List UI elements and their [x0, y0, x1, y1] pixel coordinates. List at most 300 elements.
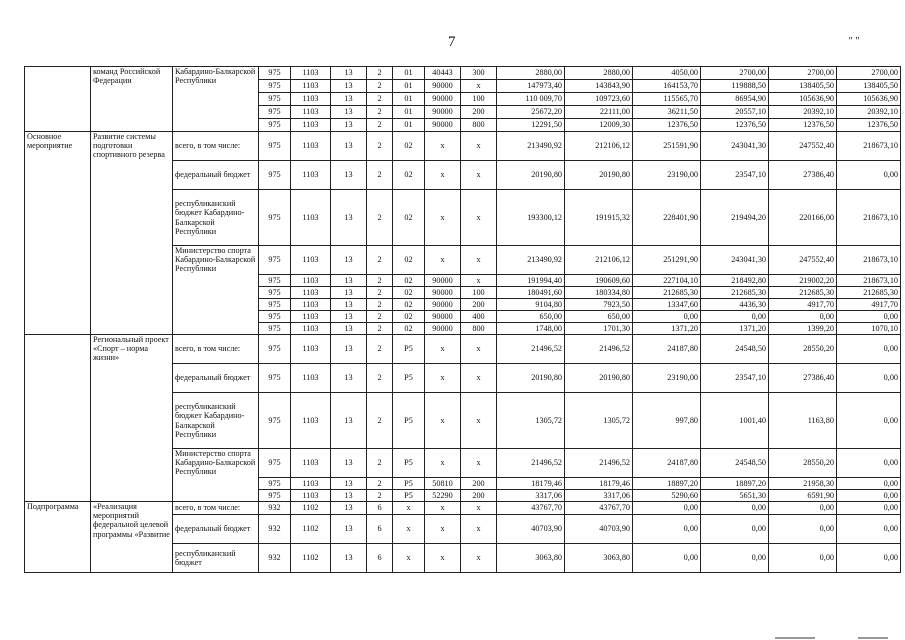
code-cell: 975 — [259, 335, 291, 364]
code-cell: 1103 — [291, 132, 331, 161]
amount-cell: 2880,00 — [497, 67, 565, 80]
amount-cell: 0,00 — [837, 502, 901, 515]
code-cell: 975 — [259, 246, 291, 275]
subprogram-desc: «Реализация мероприятий федеральной целевой программы «Развитие — [91, 502, 173, 573]
amount-cell: 228401,90 — [633, 190, 701, 246]
code-cell: 13 — [331, 515, 367, 544]
amount-cell: 4050,00 — [633, 67, 701, 80]
amount-cell: 36211,50 — [633, 106, 701, 119]
code-cell: 2 — [367, 299, 393, 311]
code-cell: x — [393, 515, 425, 544]
amount-cell: 1070,10 — [837, 323, 901, 335]
regional-project-desc: Региональный проект «Спорт – норма жизни» — [91, 335, 173, 502]
code-cell: 100 — [461, 287, 497, 299]
code-cell: 1103 — [291, 287, 331, 299]
source-federal: федеральный бюджет — [173, 364, 259, 393]
main-event-desc: Развитие системы подготовки спортивного резерва — [91, 132, 173, 335]
amount-cell: 247552,40 — [769, 246, 837, 275]
amount-cell: 0,00 — [837, 364, 901, 393]
regional-col1-empty — [25, 335, 91, 502]
amount-cell: 0,00 — [837, 515, 901, 544]
amount-cell: 213490,92 — [497, 246, 565, 275]
amount-cell: 20392,10 — [769, 106, 837, 119]
code-cell: 13 — [331, 449, 367, 478]
amount-cell: 147973,40 — [497, 80, 565, 93]
table-row — [25, 132, 901, 161]
code-cell: 1103 — [291, 311, 331, 323]
code-cell: 02 — [393, 246, 425, 275]
code-cell: 2 — [367, 393, 393, 449]
code-cell: 6 — [367, 515, 393, 544]
amount-cell: 0,00 — [837, 449, 901, 478]
amount-cell: 650,00 — [497, 311, 565, 323]
amount-cell: 218492,80 — [701, 275, 769, 287]
amount-cell: 251591,90 — [633, 132, 701, 161]
amount-cell: 251291,90 — [633, 246, 701, 275]
main-col1-top — [25, 67, 91, 132]
code-cell: 1103 — [291, 246, 331, 275]
amount-cell: 0,00 — [701, 311, 769, 323]
code-cell: 975 — [259, 80, 291, 93]
amount-cell: 218673,10 — [837, 190, 901, 246]
code-cell: 975 — [259, 161, 291, 190]
code-cell: 01 — [393, 67, 425, 80]
amount-cell: 191994,40 — [497, 275, 565, 287]
amount-cell: 0,00 — [633, 515, 701, 544]
amount-cell: 5651,30 — [701, 490, 769, 502]
source-total: всего, в том числе: — [173, 502, 259, 515]
code-cell: 6 — [367, 502, 393, 515]
code-cell: 02 — [393, 287, 425, 299]
code-cell: 1103 — [291, 364, 331, 393]
amount-cell: 0,00 — [633, 502, 701, 515]
code-cell: 2 — [367, 246, 393, 275]
amount-cell: 28550,20 — [769, 449, 837, 478]
amount-cell: 243041,30 — [701, 132, 769, 161]
amount-cell: 21496,52 — [565, 335, 633, 364]
code-cell: x — [461, 364, 497, 393]
amount-cell: 23190,00 — [633, 364, 701, 393]
code-cell: 975 — [259, 119, 291, 132]
amount-cell: 23547,10 — [701, 364, 769, 393]
amount-cell: 212106,12 — [565, 132, 633, 161]
code-cell: 975 — [259, 311, 291, 323]
code-cell: x — [461, 502, 497, 515]
source-republic-short: республиканский бюджет — [173, 544, 259, 573]
amount-cell: 164153,70 — [633, 80, 701, 93]
amount-cell: 1701,30 — [565, 323, 633, 335]
code-cell: x — [425, 161, 461, 190]
amount-cell: 18897,20 — [633, 478, 701, 490]
amount-cell: 218673,10 — [837, 275, 901, 287]
amount-cell: 7923,50 — [565, 299, 633, 311]
code-cell: x — [461, 335, 497, 364]
code-cell: P5 — [393, 335, 425, 364]
code-cell: 2 — [367, 80, 393, 93]
amount-cell: 20190,80 — [497, 364, 565, 393]
code-cell: 02 — [393, 299, 425, 311]
code-cell: 932 — [259, 502, 291, 515]
amount-cell: 20190,80 — [497, 161, 565, 190]
code-cell: 200 — [461, 490, 497, 502]
code-cell: x — [425, 246, 461, 275]
code-cell: 13 — [331, 190, 367, 246]
amount-cell: 3317,06 — [497, 490, 565, 502]
table-row — [25, 67, 901, 80]
code-cell: 02 — [393, 161, 425, 190]
code-cell: P5 — [393, 364, 425, 393]
code-cell: 2 — [367, 190, 393, 246]
source-republic: республиканский бюджет Кабардино-Балкарской Республики — [173, 190, 259, 246]
code-cell: x — [425, 502, 461, 515]
amount-cell: 12291,50 — [497, 119, 565, 132]
code-cell: x — [461, 449, 497, 478]
code-cell: 1103 — [291, 449, 331, 478]
code-cell: 932 — [259, 544, 291, 573]
code-cell: 1103 — [291, 93, 331, 106]
code-cell: 1103 — [291, 490, 331, 502]
amount-cell: 20190,80 — [565, 364, 633, 393]
amount-cell: 86954,90 — [701, 93, 769, 106]
code-cell: 90000 — [425, 287, 461, 299]
code-cell: 01 — [393, 93, 425, 106]
code-cell: x — [461, 393, 497, 449]
code-cell: 90000 — [425, 323, 461, 335]
code-cell: 975 — [259, 275, 291, 287]
amount-cell: 191915,32 — [565, 190, 633, 246]
code-cell: 975 — [259, 287, 291, 299]
code-cell: 01 — [393, 80, 425, 93]
amount-cell: 2880,00 — [565, 67, 633, 80]
amount-cell: 212106,12 — [565, 246, 633, 275]
code-cell: 2 — [367, 93, 393, 106]
amount-cell: 0,00 — [769, 544, 837, 573]
code-cell: 90000 — [425, 311, 461, 323]
amount-cell: 212685,30 — [769, 287, 837, 299]
amount-cell: 0,00 — [837, 393, 901, 449]
code-cell: 13 — [331, 287, 367, 299]
amount-cell: 218673,10 — [837, 132, 901, 161]
amount-cell: 213490,92 — [497, 132, 565, 161]
amount-cell: 0,00 — [633, 544, 701, 573]
code-cell: 90000 — [425, 106, 461, 119]
amount-cell: 110 009,70 — [497, 93, 565, 106]
code-cell: 13 — [331, 502, 367, 515]
amount-cell: 5290,60 — [633, 490, 701, 502]
amount-cell: 212685,30 — [701, 287, 769, 299]
code-cell: 2 — [367, 449, 393, 478]
code-cell: 1103 — [291, 393, 331, 449]
code-cell: x — [461, 275, 497, 287]
code-cell: x — [425, 544, 461, 573]
amount-cell: 21496,52 — [497, 335, 565, 364]
code-cell: 1103 — [291, 106, 331, 119]
amount-cell: 109723,60 — [565, 93, 633, 106]
code-cell: 90000 — [425, 299, 461, 311]
code-cell: x — [461, 161, 497, 190]
code-cell: 13 — [331, 478, 367, 490]
amount-cell: 0,00 — [701, 544, 769, 573]
amount-cell: 13347,60 — [633, 299, 701, 311]
code-cell: x — [425, 393, 461, 449]
code-cell: 02 — [393, 323, 425, 335]
code-cell: 13 — [331, 364, 367, 393]
code-cell: 800 — [461, 323, 497, 335]
amount-cell: 20190,80 — [565, 161, 633, 190]
page-number: 7 — [448, 34, 456, 50]
code-cell: 13 — [331, 93, 367, 106]
code-cell: 975 — [259, 478, 291, 490]
code-cell: x — [425, 449, 461, 478]
code-cell: 975 — [259, 93, 291, 106]
amount-cell: 0,00 — [837, 335, 901, 364]
amount-cell: 0,00 — [769, 515, 837, 544]
amount-cell: 212685,30 — [837, 287, 901, 299]
code-cell: 13 — [331, 335, 367, 364]
code-cell: 2 — [367, 132, 393, 161]
amount-cell: 119888,50 — [701, 80, 769, 93]
amount-cell: 0,00 — [769, 502, 837, 515]
amount-cell: 27386,40 — [769, 161, 837, 190]
code-cell: 02 — [393, 275, 425, 287]
amount-cell: 3063,80 — [497, 544, 565, 573]
code-cell: 2 — [367, 67, 393, 80]
amount-cell: 105636,90 — [769, 93, 837, 106]
code-cell: 1103 — [291, 119, 331, 132]
amount-cell: 997,80 — [633, 393, 701, 449]
amount-cell: 12376,50 — [633, 119, 701, 132]
code-cell: x — [425, 132, 461, 161]
amount-cell: 219002,20 — [769, 275, 837, 287]
amount-cell: 24187,80 — [633, 449, 701, 478]
amount-cell: 21496,52 — [565, 449, 633, 478]
amount-cell: 18179,46 — [497, 478, 565, 490]
amount-cell: 212685,30 — [633, 287, 701, 299]
code-cell: 2 — [367, 478, 393, 490]
amount-cell: 25672,20 — [497, 106, 565, 119]
amount-cell: 247552,40 — [769, 132, 837, 161]
amount-cell: 18179,46 — [565, 478, 633, 490]
source-ministry: Министерство спорта Кабардино-Балкарской Республики — [173, 449, 259, 502]
amount-cell: 650,00 — [565, 311, 633, 323]
code-cell: 800 — [461, 119, 497, 132]
code-cell: 13 — [331, 67, 367, 80]
code-cell: x — [425, 515, 461, 544]
amount-cell: 220166,00 — [769, 190, 837, 246]
footer-mark-left — [775, 637, 815, 639]
code-cell: 975 — [259, 490, 291, 502]
code-cell: 1103 — [291, 67, 331, 80]
table-row — [25, 335, 901, 364]
code-cell: 1103 — [291, 161, 331, 190]
code-cell: 975 — [259, 323, 291, 335]
amount-cell: 21496,52 — [497, 449, 565, 478]
code-cell: x — [461, 190, 497, 246]
code-cell: 90000 — [425, 119, 461, 132]
amount-cell: 243041,30 — [701, 246, 769, 275]
code-cell: 13 — [331, 323, 367, 335]
code-cell: 13 — [331, 393, 367, 449]
code-cell: 300 — [461, 67, 497, 80]
amount-cell: 20557,10 — [701, 106, 769, 119]
amount-cell: 4917,70 — [837, 299, 901, 311]
amount-cell: 28550,20 — [769, 335, 837, 364]
code-cell: x — [425, 190, 461, 246]
code-cell: 2 — [367, 364, 393, 393]
code-cell: 2 — [367, 275, 393, 287]
code-cell: 02 — [393, 132, 425, 161]
amount-cell: 40703,90 — [565, 515, 633, 544]
code-cell: 13 — [331, 490, 367, 502]
code-cell: 2 — [367, 311, 393, 323]
code-cell: 975 — [259, 299, 291, 311]
code-cell: x — [425, 364, 461, 393]
source-federal: федеральный бюджет — [173, 161, 259, 190]
amount-cell: 0,00 — [701, 515, 769, 544]
amount-cell: 22111,00 — [565, 106, 633, 119]
amount-cell: 138405,50 — [837, 80, 901, 93]
code-cell: 200 — [461, 106, 497, 119]
code-cell: 1102 — [291, 515, 331, 544]
code-cell: 50810 — [425, 478, 461, 490]
code-cell: x — [393, 544, 425, 573]
code-cell: 2 — [367, 161, 393, 190]
source-total: всего, в том числе: — [173, 132, 259, 161]
amount-cell: 23190,00 — [633, 161, 701, 190]
amount-cell: 0,00 — [837, 490, 901, 502]
code-cell: 975 — [259, 449, 291, 478]
amount-cell: 0,00 — [701, 502, 769, 515]
table-row — [25, 502, 901, 515]
amount-cell: 1001,40 — [701, 393, 769, 449]
subprogram-label: Подпрограмма — [25, 502, 91, 573]
amount-cell: 105636,90 — [837, 93, 901, 106]
amount-cell: 12376,50 — [701, 119, 769, 132]
code-cell: 975 — [259, 106, 291, 119]
amount-cell: 24548,50 — [701, 449, 769, 478]
code-cell: 2 — [367, 119, 393, 132]
amount-cell: 1748,00 — [497, 323, 565, 335]
code-cell: 975 — [259, 132, 291, 161]
code-cell: 2 — [367, 106, 393, 119]
amount-cell: 2700,00 — [769, 67, 837, 80]
amount-cell: 2700,00 — [837, 67, 901, 80]
desc-col3-top: Кабардино-Балкарской Республики — [173, 67, 259, 132]
code-cell: 90000 — [425, 275, 461, 287]
amount-cell: 3063,80 — [565, 544, 633, 573]
code-cell: P5 — [393, 478, 425, 490]
code-cell: 52290 — [425, 490, 461, 502]
code-cell: 2 — [367, 323, 393, 335]
main-event-label: Основное мероприятие — [25, 132, 91, 335]
amount-cell: 180491,60 — [497, 287, 565, 299]
amount-cell: 193300,12 — [497, 190, 565, 246]
amount-cell: 1305,72 — [497, 393, 565, 449]
amount-cell: 0,00 — [633, 311, 701, 323]
code-cell: x — [461, 132, 497, 161]
code-cell: 2 — [367, 287, 393, 299]
code-cell: 932 — [259, 515, 291, 544]
code-cell: 1103 — [291, 190, 331, 246]
code-cell: x — [393, 502, 425, 515]
amount-cell: 180334,80 — [565, 287, 633, 299]
code-cell: 90000 — [425, 80, 461, 93]
amount-cell: 24187,80 — [633, 335, 701, 364]
code-cell: 13 — [331, 275, 367, 287]
code-cell: 13 — [331, 246, 367, 275]
amount-cell: 0,00 — [837, 311, 901, 323]
code-cell: 6 — [367, 544, 393, 573]
amount-cell: 3317,06 — [565, 490, 633, 502]
amount-cell: 0,00 — [837, 544, 901, 573]
amount-cell: 1163,80 — [769, 393, 837, 449]
amount-cell: 2700,00 — [701, 67, 769, 80]
code-cell: 02 — [393, 190, 425, 246]
code-cell: 13 — [331, 80, 367, 93]
source-republic: республиканский бюджет Кабардино-Балкарской Республики — [173, 393, 259, 449]
amount-cell: 0,00 — [769, 311, 837, 323]
amount-cell: 138405,50 — [769, 80, 837, 93]
code-cell: 975 — [259, 364, 291, 393]
amount-cell: 227104,10 — [633, 275, 701, 287]
amount-cell: 190609,60 — [565, 275, 633, 287]
amount-cell: 18897,20 — [701, 478, 769, 490]
amount-cell: 0,00 — [837, 161, 901, 190]
code-cell: 13 — [331, 161, 367, 190]
amount-cell: 23547,10 — [701, 161, 769, 190]
code-cell: 01 — [393, 106, 425, 119]
code-cell: x — [461, 246, 497, 275]
code-cell: 1103 — [291, 335, 331, 364]
code-cell: 13 — [331, 544, 367, 573]
code-cell: 975 — [259, 190, 291, 246]
amount-cell: 40703,90 — [497, 515, 565, 544]
amount-cell: 1371,20 — [633, 323, 701, 335]
code-cell: 13 — [331, 106, 367, 119]
amount-cell: 43767,70 — [497, 502, 565, 515]
code-cell: x — [461, 544, 497, 573]
code-cell: 975 — [259, 67, 291, 80]
amount-cell: 24548,50 — [701, 335, 769, 364]
code-cell: 1103 — [291, 299, 331, 311]
footer-mark-right — [858, 637, 888, 639]
code-cell: 975 — [259, 393, 291, 449]
code-cell: 400 — [461, 311, 497, 323]
amount-cell: 21958,30 — [769, 478, 837, 490]
desc-col2-top: команд Российской Федерации — [91, 67, 173, 132]
code-cell: 40443 — [425, 67, 461, 80]
amount-cell: 115565,70 — [633, 93, 701, 106]
code-cell: 1103 — [291, 478, 331, 490]
amount-cell: 43767,70 — [565, 502, 633, 515]
code-cell: P5 — [393, 490, 425, 502]
code-cell: 02 — [393, 311, 425, 323]
source-total: всего, в том числе: — [173, 335, 259, 364]
code-cell: 1103 — [291, 323, 331, 335]
amount-cell: 12009,30 — [565, 119, 633, 132]
code-cell: 13 — [331, 311, 367, 323]
amount-cell: 27386,40 — [769, 364, 837, 393]
amount-cell: 0,00 — [837, 478, 901, 490]
budget-table — [24, 66, 901, 573]
code-cell: 13 — [331, 132, 367, 161]
source-ministry: Министерство спорта Кабардино-Балкарской Республики — [173, 246, 259, 335]
code-cell: 200 — [461, 299, 497, 311]
amount-cell: 219494,20 — [701, 190, 769, 246]
amount-cell: 9104,80 — [497, 299, 565, 311]
code-cell: 200 — [461, 478, 497, 490]
amount-cell: 143843,90 — [565, 80, 633, 93]
